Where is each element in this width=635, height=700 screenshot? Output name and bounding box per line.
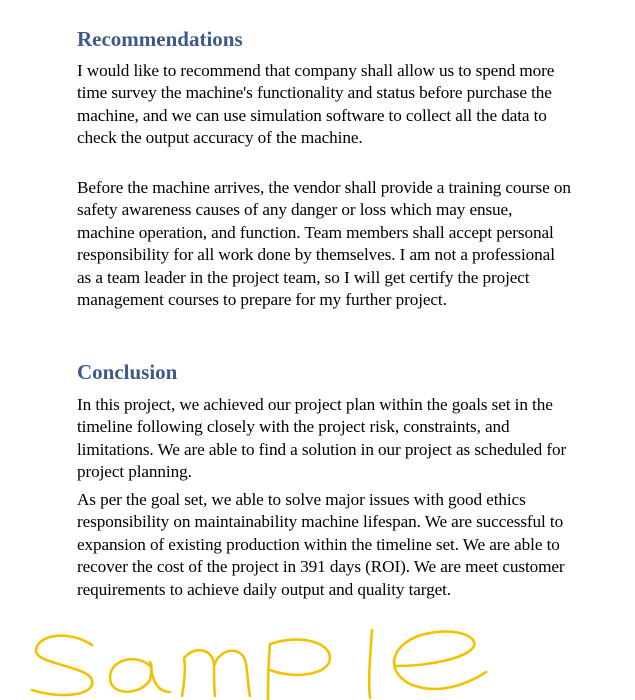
watermark-letter-e	[394, 631, 486, 689]
watermark-letter-p	[268, 640, 330, 700]
recommendations-paragraph-2: Before the machine arrives, the vendor shall provide a training course on safety awareness causes of any danger or loss which may ensue, machine operation, and function. Team members shall accept personal responsibility for all work done by themselves. I am not a professional as a team leader in the project team, so I will get certify the project management courses to prepare for my further project.	[77, 178, 571, 310]
conclusion-paragraph-2: As per the goal set, we able to solve major issues with good ethics responsibility on maintainability machine lifespan. We are successful to expansion of existing production within the timeline set. We are able to recover the cost of the project in 391 days (ROI). We are meet customer requirements to achieve daily output and quality target.	[77, 490, 565, 599]
watermark-letter-s	[32, 636, 92, 695]
conclusion-heading: Conclusion	[77, 360, 178, 384]
watermark-letter-a	[110, 659, 170, 692]
recommendations-heading: Recommendations	[77, 27, 243, 51]
watermark-letter-l	[369, 630, 372, 698]
watermark-strokes	[32, 630, 486, 700]
watermark-letter-m	[182, 650, 250, 696]
recommendations-paragraph-1: I would like to recommend that company shall allow us to spend more time survey the machine's functionality and status before purchase the machine, and we can use simulation software to collect all the data to check the output accuracy of the machine.	[77, 61, 555, 148]
sample-handwritten-watermark	[0, 600, 635, 700]
conclusion-paragraph-1: In this project, we achieved our project plan within the goals set in the timeline following closely with the project risk, constraints, and limitations. We are able to find a solution in our project as scheduled for project planning.	[77, 395, 567, 482]
